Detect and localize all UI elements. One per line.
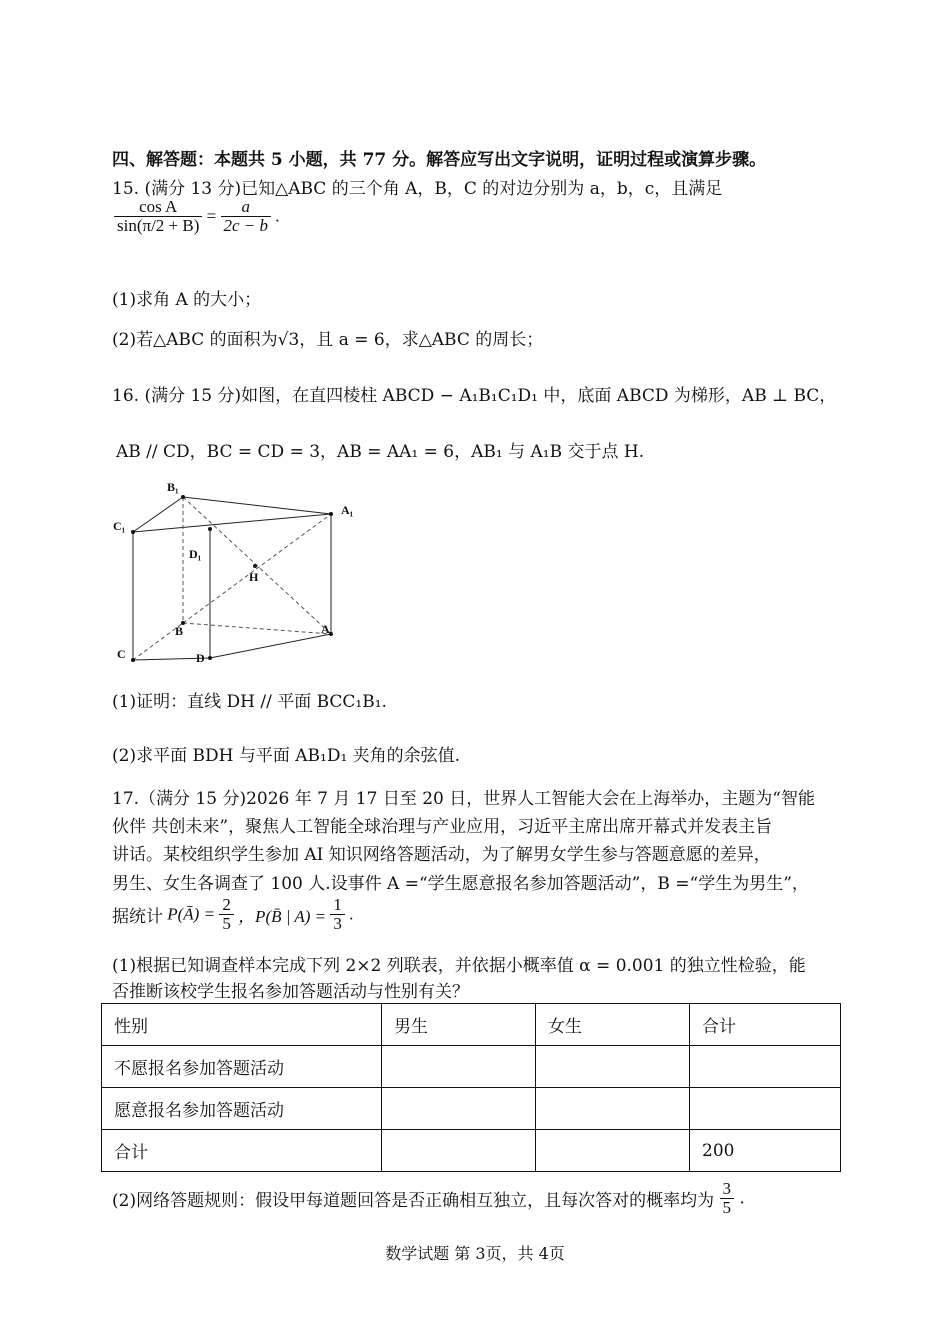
q15-left-numerator: cos A [114, 198, 202, 217]
table-header-cell: 男生 [382, 1004, 536, 1046]
q16-line1: 16. (满分 15 分)如图，在直四棱柱 ABCD − A₁B₁C₁D₁ 中，底面 ABCD 为梯形，AB ⊥ BC， [112, 386, 837, 406]
prism-figure [105, 472, 375, 672]
label-c1: C₁ [113, 519, 126, 533]
q17-stat2-lhs: ，P(B̄ | A) = [238, 906, 327, 926]
section-header: 四、解答题：本题共 5 小题，共 77 分。解答应写出文字说明，证明过程或演算步骤。 [112, 150, 767, 170]
q16-part2: (2)求平面 BDH 与平面 AB₁D₁ 夹角的余弦值. [112, 746, 461, 766]
label-d1: D₁ [189, 547, 202, 561]
q15-right-fraction [221, 198, 272, 235]
q17-stat2-num: 1 [330, 896, 345, 915]
contingency-table [101, 1003, 841, 1172]
label-d: D [196, 651, 205, 665]
edge-c1-a1 [133, 514, 331, 532]
q17-line3: 讲话。某校组织学生参加 AI 知识网络答题活动，为了解男女学生参与答题意愿的差异， [112, 845, 771, 865]
q15-right-numerator: a [221, 198, 272, 217]
q15-intro: 15. (满分 13 分)已知△ABC 的三个角 A，B，C 的对边分别为 a，b，c，且满足 [112, 179, 723, 199]
q17-statistics: 据统计 P(Ā) = $\frac{2}{5}$ ，P(B̄ | A) = $\frac{1}{3}$ . [112, 895, 354, 933]
label-h: H [249, 570, 259, 584]
table-cell [536, 1130, 690, 1172]
edge-c1-b1 [133, 497, 183, 532]
q17-part2: (2)网络答题规则：假设甲每道题回答是否正确相互独立，且每次答对的概率均为 $\frac{3}{5}$ . [112, 1179, 745, 1217]
table-header-cell: 性别 [102, 1004, 382, 1046]
label-b1: B₁ [167, 480, 179, 494]
q17-part2-text: (2)网络答题规则：假设甲每道题回答是否正确相互独立，且每次答对的概率均为 [112, 1190, 715, 1211]
table-cell: 愿意报名参加答题活动 [102, 1088, 382, 1130]
edge-d-a [210, 634, 331, 658]
table-row [102, 1088, 841, 1130]
table-cell: 200 [690, 1130, 841, 1172]
q17-stat-prefix: 据统计 [112, 906, 168, 926]
table-row [102, 1130, 841, 1172]
page-footer: 数学试题 第 3页，共 4页 [385, 1244, 565, 1263]
edge-b1-a1 [183, 497, 331, 514]
q17-stat2-den: 3 [333, 913, 342, 933]
table-cell [690, 1046, 841, 1088]
q17-part1-line1: (1)根据已知调查样本完成下列 2×2 列联表，并依据小概率值 α = 0.001 的独立性检验，能 [112, 956, 806, 976]
q15-part2: (2)若△ABC 的面积为√3，且 a = 6，求△ABC 的周长； [112, 330, 544, 350]
q17-stat2-fraction [330, 896, 345, 933]
q17-part2-fraction [720, 1180, 735, 1217]
table-cell [690, 1088, 841, 1130]
q17-line2: 伙伴 共创未来”，聚焦人工智能全球治理与产业应用，习近平主席出席开幕式并发表主旨 [112, 817, 773, 837]
table-header-cell: 女生 [536, 1004, 690, 1046]
q17-stat1-den: 5 [222, 913, 231, 933]
table-cell [382, 1130, 536, 1172]
q17-part1-line2: 否推断该校学生报名参加答题活动与性别有关？ [112, 982, 469, 1002]
edge-b-a [183, 623, 331, 634]
table-header-row [102, 1004, 841, 1046]
table-row [102, 1046, 841, 1088]
table-cell [536, 1046, 690, 1088]
q17-stat1-fraction [219, 896, 234, 933]
q15-left-fraction [114, 198, 202, 235]
q16-line2: AB // CD，BC = CD = 3，AB = AA₁ = 6，AB₁ 与 A₁B 交于点 H. [116, 442, 645, 462]
q15-equation: $\frac{\text{cos A}}{\sin(\pi/2 + B)}$ = $\frac{a}{2c - b}$ . [114, 198, 280, 235]
table-cell [536, 1088, 690, 1130]
q17-stat1-num: 2 [219, 896, 234, 915]
table-header-cell: 合计 [690, 1004, 841, 1046]
q17-part2-num: 3 [720, 1180, 735, 1199]
diag-b-a1 [183, 514, 331, 623]
label-a: A [321, 622, 330, 636]
table-cell [382, 1046, 536, 1088]
label-a1: A₁ [341, 503, 354, 517]
q15-part1: (1)求角 A 的大小； [112, 290, 262, 310]
q15-right-denominator: 2c − b [223, 215, 269, 235]
diag-b1-a [183, 497, 331, 634]
q17-line4: 男生、女生各调查了 100 人.设事件 A =“学生愿意报名参加答题活动”，B =“学生为男生”， [112, 874, 809, 894]
q17-part2-den: 5 [722, 1197, 731, 1217]
table-cell: 合计 [102, 1130, 382, 1172]
label-b: B [175, 624, 184, 638]
label-c: C [117, 647, 126, 661]
q15-left-denominator: sin(π/2 + B) [117, 215, 200, 235]
q17-line1: 17.（满分 15 分)2026 年 7 月 17 日至 20 日，世界人工智能大会在上海举办，主题为“智能 [112, 789, 815, 809]
table-cell [382, 1088, 536, 1130]
q16-part1: (1)证明：直线 DH // 平面 BCC₁B₁. [112, 692, 387, 712]
table-cell: 不愿报名参加答题活动 [102, 1046, 382, 1088]
q17-stat1-lhs: P(Ā) = [167, 904, 216, 924]
